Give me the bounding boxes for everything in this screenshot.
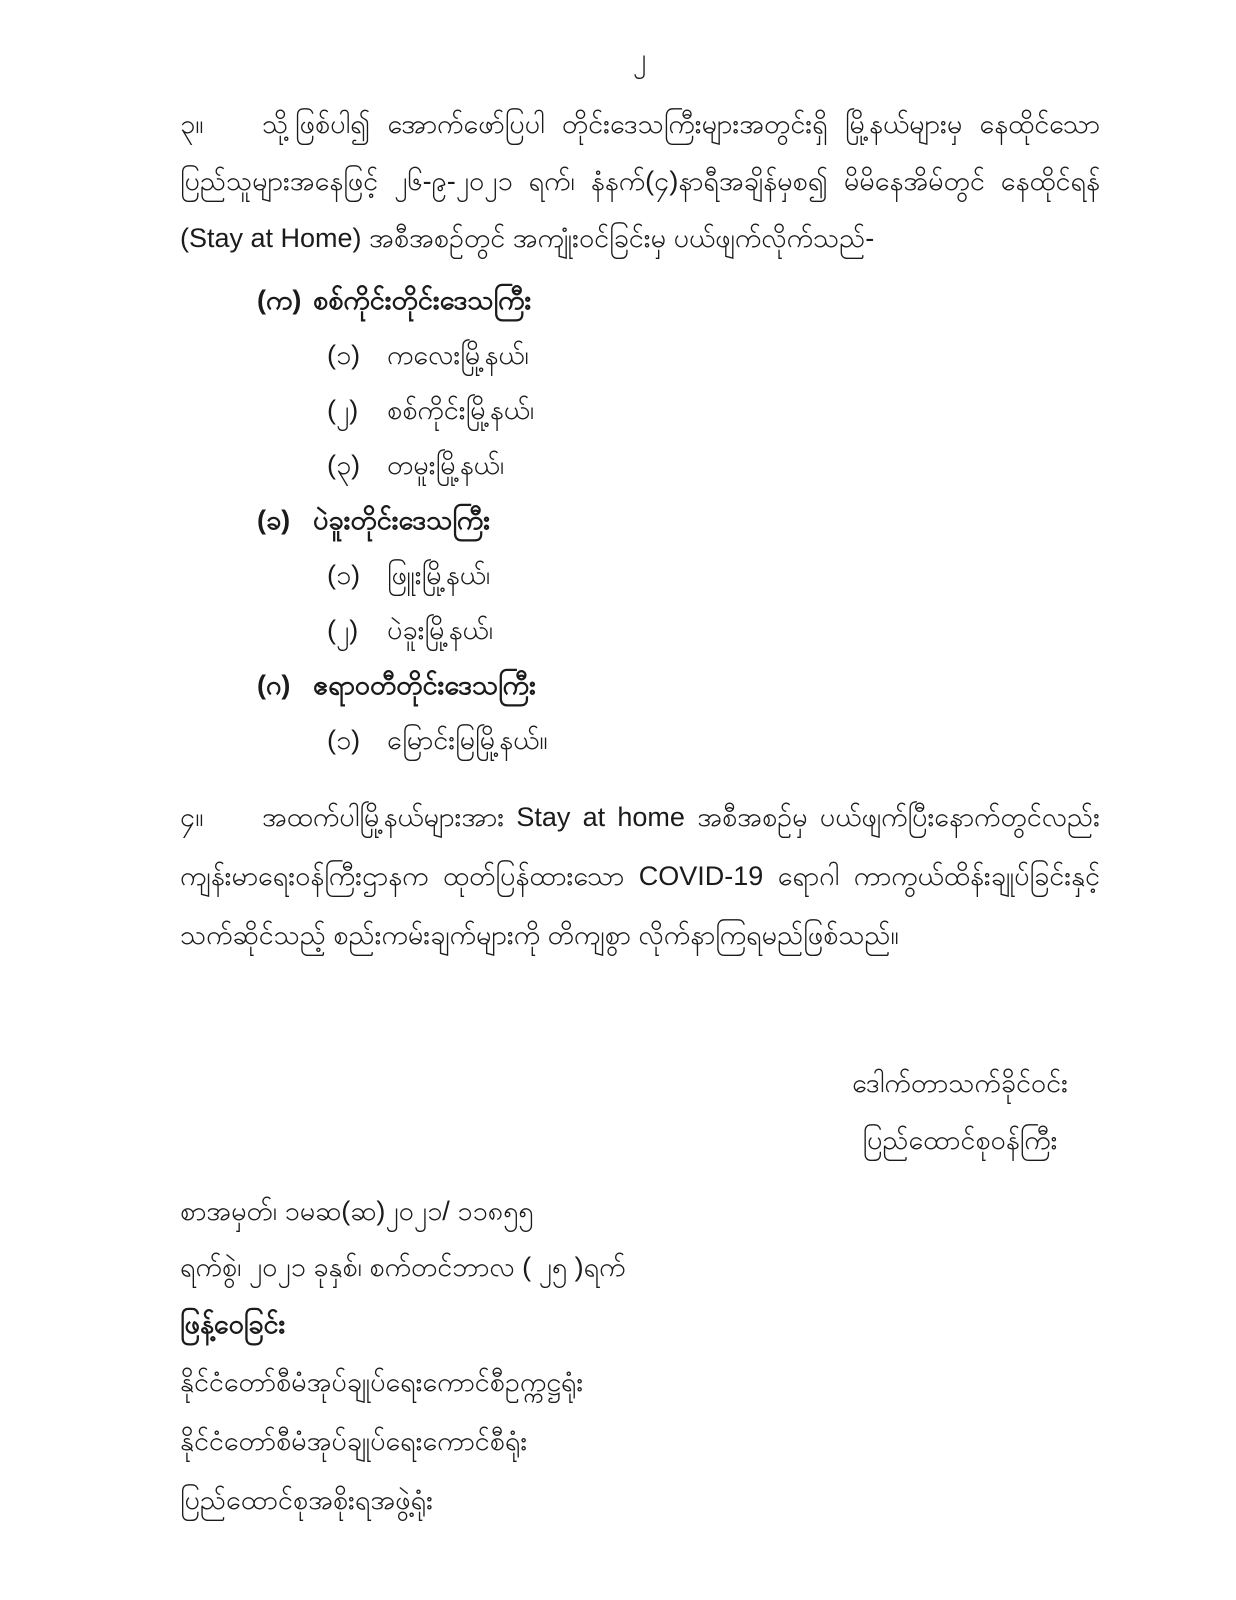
region-header [180,493,1100,548]
township-name: စစ်ကိုင်းမြို့နယ်၊ [387,395,535,425]
township-label: (၃) [327,450,361,480]
signature-block [805,1055,1115,1169]
distribution-item: ပြည်ထောင်စုအစိုးရအဖွဲ့ရုံး [180,1485,433,1515]
region-label: (ဂ) [257,670,291,700]
signatory-title: ပြည်ထောင်စုဝန်ကြီး [862,1125,1058,1155]
township-name: တမူးမြို့နယ်၊ [387,450,505,480]
township-row [180,713,1100,768]
township-label: (၁) [327,725,361,755]
letter-number-line: စာအမှတ်၊ ၁မဆ(ဆ)၂၀၂၁/ ၁၁၈၅၅ [180,1196,534,1226]
region-list [180,273,1100,768]
region-name: ဧရာဝတီတိုင်းဒေသကြီး [313,670,536,700]
paragraph-3-number: ၃။ [180,109,204,139]
distribution-item: နိုင်ငံတော်စီမံအုပ်ချုပ်ရေးကောင်စီရုံး [180,1426,528,1456]
region-name: စစ်ကိုင်းတိုင်းဒေသကြီး [313,285,532,315]
township-label: (၂) [327,395,359,425]
township-label: (၁) [327,560,361,590]
region-label: (ခ) [257,505,291,535]
region-name: ပဲခူးတိုင်းဒေသကြီး [313,505,491,535]
paragraph-4-text: အထက်ပါမြို့နယ်များအား Stay at home အစီအစဉ်မှ ပယ်ဖျက်ပြီးနောက်တွင်လည်း ကျန်းမာရေးဝန်ကြီးဌာနက ထုတ်ပြန်ထားသော COVID-19 ရောဂါ ကာကွယ်ထိန်းချုပ်ခြင်းနှင့် သက်ဆိုင်သည့် စည်းကမ်းချက်များကို တိကျစွာ လိုက်နာကြရမည်ဖြစ်သည်။ [180,802,1100,950]
township-name: မြောင်းမြမြို့နယ်။ [387,725,548,755]
region-header [180,658,1100,713]
signatory-name: ဒေါက်တာသက်ခိုင်ဝင်း [852,1068,1068,1098]
township-name: ကလေးမြို့နယ်၊ [387,340,529,370]
township-row [180,328,1100,383]
township-row [180,383,1100,438]
paragraph-4-number: ၄။ [180,802,204,832]
region-header [180,273,1100,328]
letter-info [180,1183,1100,1295]
township-label: (၂) [327,615,359,645]
township-name: ပဲခူးမြို့နယ်၊ [387,615,494,645]
township-row [180,438,1100,493]
distribution-section [180,1295,1100,1530]
page-number: ၂ [632,43,648,73]
township-row [180,603,1100,658]
township-row [180,548,1100,603]
distribution-heading: ဖြန့်ဝေခြင်း [180,1309,286,1339]
region-label: (က) [257,285,302,315]
paragraph-4 [180,788,1100,965]
distribution-item: နိုင်ငံတော်စီမံအုပ်ချုပ်ရေးကောင်စီဥက္ကဋ္ဌရုံး [180,1367,584,1397]
township-name: ဖြူးမြို့နယ်၊ [387,560,491,590]
township-label: (၁) [327,340,361,370]
letter-date-line: ရက်စွဲ၊ ၂၀၂၁ ခုနှစ်၊ စက်တင်ဘာလ ( ၂၅ )ရက် [180,1252,626,1282]
paragraph-3 [180,96,1100,267]
paragraph-3-text: သို့ဖြစ်ပါ၍ အောက်ဖော်ပြပါ တိုင်းဒေသကြီးများအတွင်းရှိ မြို့နယ်များမှ နေထိုင်သော ပြည်သူများအနေဖြင့် ၂၆-၉-၂၀၂၁ ရက်၊ နံနက်(၄)နာရီအချိန်မှစ၍ မိမိနေအိမ်တွင် နေထိုင်ရန် (Stay at Home) အစီအစဉ်တွင် အကျုံးဝင်ခြင်းမှ ပယ်ဖျက်လိုက်သည်- [180,109,1100,253]
